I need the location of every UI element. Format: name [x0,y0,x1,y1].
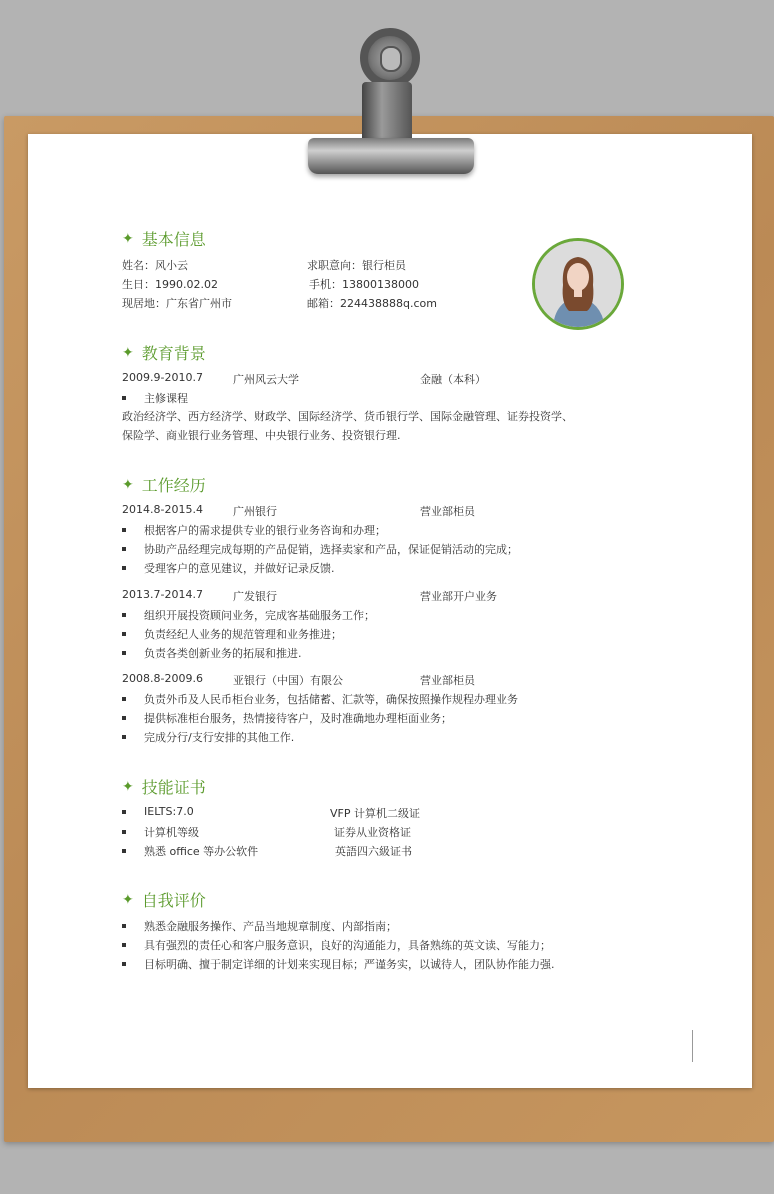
name-field: 姓名：风小云 [122,259,188,272]
job-company: 亚银行（中国）有限公 [233,674,343,687]
section-title-skills: ✦ 技能证书 [122,778,206,797]
intent-field: 求职意向：银行柜员 [307,259,406,272]
list-item: IELTS:7.0 [122,805,194,818]
edu-school: 广州风云大学 [233,373,299,386]
job-period: 2013.7-2014.7 [122,588,203,601]
section-title-education: ✦ 教育背景 [122,344,206,363]
star-icon: ✦ [122,778,134,795]
list-item: 负责经纪人业务的规范管理和业务推进； [122,626,342,642]
star-icon: ✦ [122,476,134,493]
skill-right: 证券从业资格证 [334,826,411,839]
profile-photo [532,238,624,330]
list-item: 熟悉 office 等办公软件 [122,843,258,859]
job-company: 广州银行 [233,505,277,518]
phone-field: 手机：13800138000 [309,278,419,291]
list-item: 提供标准柜台服务，热情接待客户，及时准确地办理柜面业务； [122,710,452,726]
section-title-work: ✦ 工作经历 [122,476,206,495]
edu-period: 2009.9-2010.7 [122,371,203,384]
clip-base [308,138,474,174]
list-item: 根据客户的需求提供专业的银行业务咨询和办理； [122,522,386,538]
job-period: 2014.8-2015.4 [122,503,203,516]
job-position: 营业部开户业务 [420,590,497,603]
list-item: 计算机等级 [122,824,199,840]
star-icon: ✦ [122,230,134,247]
list-item: 组织开展投资顾问业务，完成客基础服务工作； [122,607,375,623]
list-item: 负责外币及人民币柜台业务，包括储蓄、汇款等，确保按照操作规程办理业务 [122,691,518,707]
birthday-field: 生日：1990.02.02 [122,278,218,291]
list-item: 熟悉金融服务操作、产品当地规章制度、内部指南； [122,918,397,934]
job-company: 广发银行 [233,590,277,603]
job-position: 营业部柜员 [420,674,475,687]
skill-right: 英語四六級证书 [335,845,412,858]
section-title-self: ✦ 自我评价 [122,891,206,910]
avatar-icon [535,241,621,327]
list-item: 负责各类创新业务的拓展和推进. [122,645,302,661]
binder-clip [290,28,480,178]
star-icon: ✦ [122,344,134,361]
list-item: 协助产品经理完成每期的产品促销，选择卖家和产品，保证促销活动的完成； [122,541,518,557]
email-field: 邮箱：224438888q.com [307,297,437,310]
list-item: 完成分行/支行安排的其他工作. [122,729,294,745]
section-title-basic: ✦ 基本信息 [122,230,206,249]
edu-courses-line2: 保险学、商业银行业务管理、中央银行业务、投资银行理. [122,429,401,442]
star-icon: ✦ [122,891,134,908]
divider [692,1030,693,1062]
list-item: 主修课程 [122,390,188,406]
residence-field: 现居地：广东省广州市 [122,297,232,310]
skill-right: VFP 计算机二级证 [330,807,420,820]
edu-courses-line1: 政治经济学、西方经济学、财政学、国际经济学、货币银行学、国际金融管理、证券投资学、 [122,410,573,423]
list-item: 受理客户的意见建议，并做好记录反馈. [122,560,335,576]
clip-hole [380,46,402,72]
list-item: 具有强烈的责任心和客户服务意识，良好的沟通能力，具备熟练的英文读、写能力； [122,937,551,953]
list-item: 目标明确、擅于制定详细的计划来实现目标；严谨务实，以诚待人，团队协作能力强. [122,956,555,972]
job-position: 营业部柜员 [420,505,475,518]
edu-major: 金融（本科） [420,373,486,386]
job-period: 2008.8-2009.6 [122,672,203,685]
